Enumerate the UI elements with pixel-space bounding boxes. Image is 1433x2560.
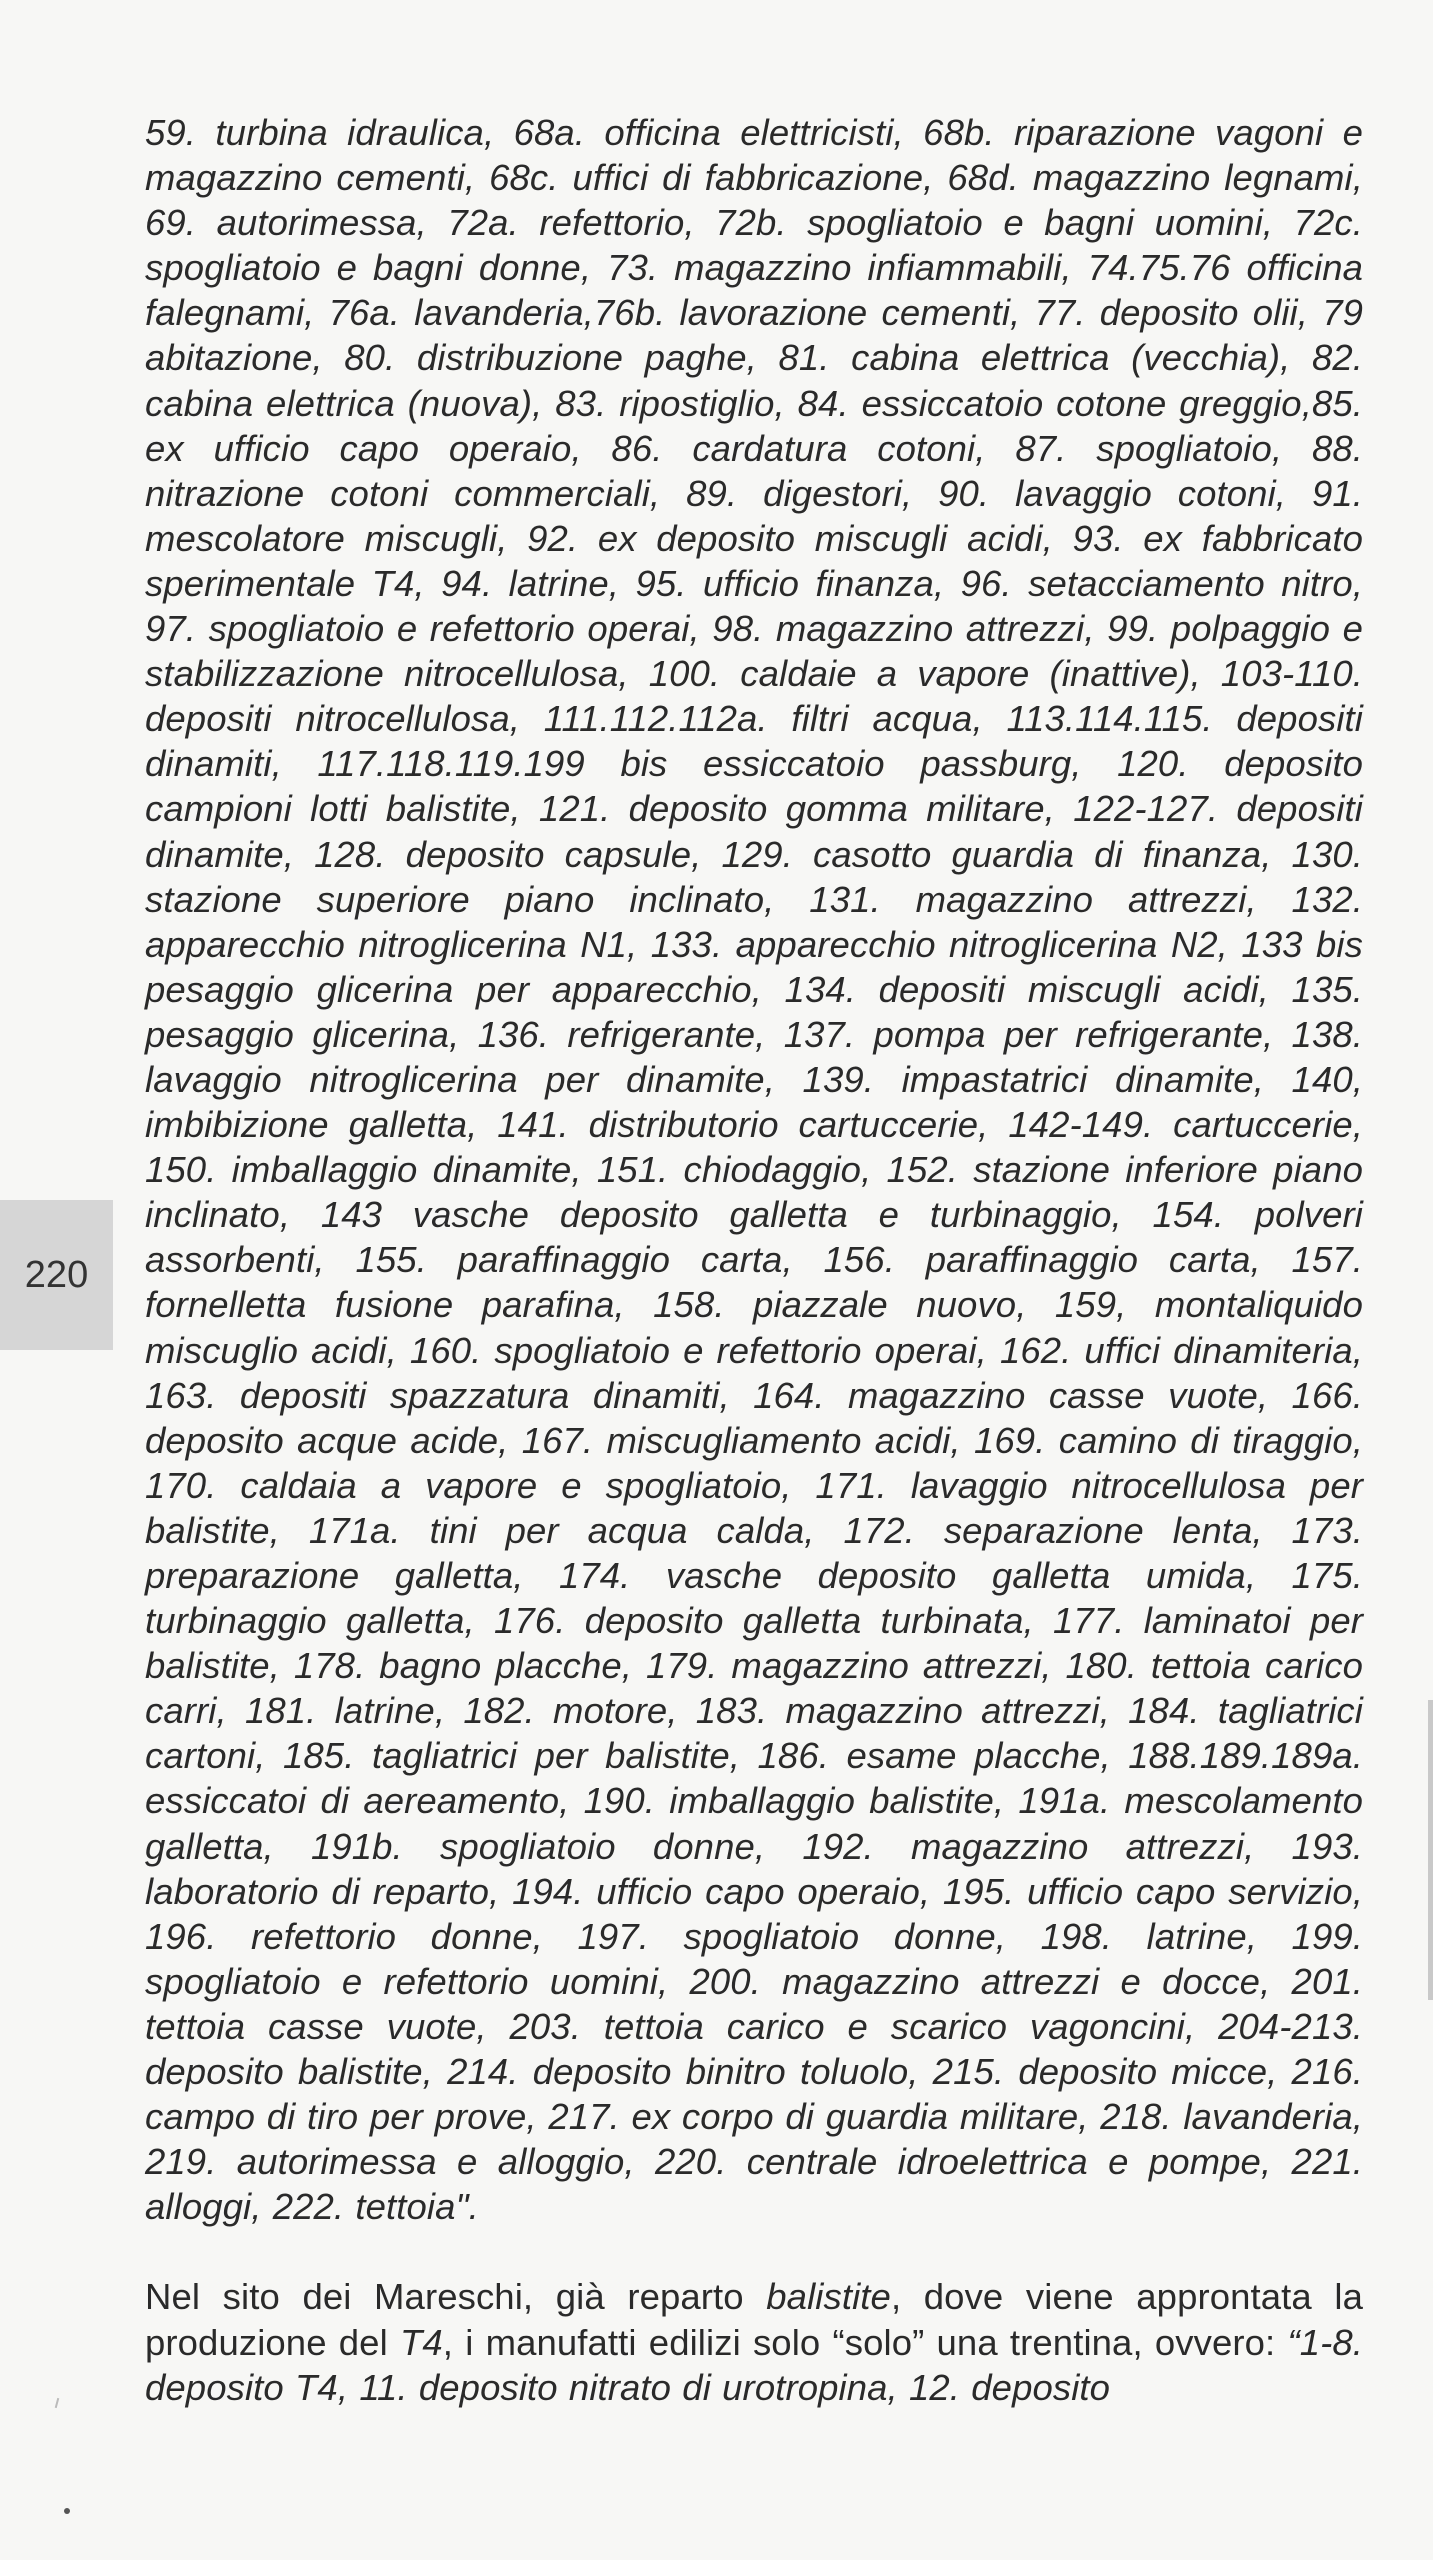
- scan-edge-mark: [1428, 1700, 1433, 2000]
- building-list-paragraph: 59. turbina idraulica, 68a. officina elettricisti, 68b. riparazione vagoni e magazzino cementi, 68c. uffici di fabbricazione, 68d. magazzino legnami, 69. autorimessa, 72a. refettorio, 72b. spogliatoio e bagni uomini, 72c. spogliatoio e bagni donne, 73. magazzino infiammabili, 74.75.76 officina falegnami, 76a. lavanderia,76b. lavorazione cementi, 77. deposito olii, 79 abitazione, 80. distribuzione paghe, 81. cabina elettrica (vecchia), 82. cabina elettrica (nuova), 83. ripostiglio, 84. essiccatoio cotone greggio,85. ex ufficio capo operaio, 86. cardatura cotoni, 87. spogliatoio, 88. nitrazione cotoni commerciali, 89. digestori, 90. lavaggio cotoni, 91. mescolatore miscugli, 92. ex deposito miscugli acidi, 93. ex fabbricato sperimentale T4, 94. latrine, 95. ufficio finanza, 96. setacciamento nitro, 97. spogliatoio e refettorio operai, 98. magazzino attrezzi, 99. polpaggio e stabilizzazione nitrocellulosa, 100. caldaie a vapore (inattive), 103-110. depositi nitrocellulosa, 111.112.112a. filtri acqua, 113.114.115. depositi dinamiti, 117.118.119.199 bis essiccatoio passburg, 120. deposito campioni lotti balistite, 121. deposito gomma militare, 122-127. depositi dinamite, 128. deposito capsule, 129. casotto guardia di finanza, 130. stazione superiore piano inclinato, 131. magazzino attrezzi, 132. apparecchio nitroglicerina N1, 133. apparecchio nitroglicerina N2, 133 bis pesaggio glicerina per apparecchio, 134. depositi miscugli acidi, 135. pesaggio glicerina, 136. refrigerante, 137. pompa per refrigerante, 138. lavaggio nitroglicerina per dinamite, 139. impastatrici dinamite, 140, imbibizione galletta, 141. distributorio cartuccerie, 142-149. cartuccerie, 150. imballaggio dinamite, 151. chiodaggio, 152. stazione inferiore piano inclinato, 143 vasche deposito galletta e turbinaggio, 154. polveri assorbenti, 155. paraffinaggio carta, 156. paraffinaggio carta, 157. fornelletta fusione parafina, 158. piazzale nuovo, 159, montaliquido miscuglio acidi, 160. spogliatoio e refettorio operai, 162. uffici dinamiteria, 163. depositi spazzatura dinamiti, 164. magazzino casse vuote, 166. deposito acque acide, 167. miscugliamento acidi, 169. camino di tiraggio, 170. caldaia a vapore e spogliatoio, 171. lavaggio nitrocellulosa per balistite, 171a. tini per acqua calda, 172. separazione lenta, 173. preparazione galletta, 174. vasche deposito galletta umida, 175. turbinaggio galletta, 176. deposito galletta turbinata, 177. laminatoi per balistite, 178. bagno placche, 179. magazzino attrezzi, 180. tettoia carico carri, 181. latrine, 182. motore, 183. magazzino attrezzi, 184. tagliatrici cartoni, 185. tagliatrici per balistite, 186. esame placche, 188.189.189a. essiccatoi di aereamento, 190. imballaggio balistite, 191a. mescolamento galletta, 191b. spogliatoio donne, 192. magazzino attrezzi, 193. laboratorio di reparto, 194. ufficio capo operaio, 195. ufficio capo servizio, 196. refettorio donne, 197. spogliatoio donne, 198. latrine, 199. spogliatoio e refettorio uomini, 200. magazzino attrezzi e docce, 201. tettoia casse vuote, 203. tettoia carico e scarico vagoncini, 204-213. deposito balistite, 214. deposito binitro toluolo, 215. deposito micce, 216. campo di tiro per prove, 217. ex corpo di guardia militare, 218. lavanderia, 219. autorimessa e alloggio, 220. centrale idroelettrica e pompe, 221. alloggi, 222. tettoia".: [145, 112, 1363, 2228]
- mareschi-text-2: , dove viene approntata la produzione del: [145, 2276, 1363, 2363]
- text-column: [145, 110, 1363, 2410]
- mareschi-italic-quote: “1-8. deposito T4, 11. deposito nitrato di urotropina, 12. deposito: [145, 2321, 1363, 2408]
- scan-speck-mark: [55, 2398, 60, 2408]
- mareschi-text-1: Nel sito dei Mareschi, già reparto: [145, 2276, 767, 2318]
- mareschi-italic-t4: T4: [399, 2321, 443, 2363]
- mareschi-text-3: , i manufatti edilizi solo “solo” una trentina, ovvero:: [442, 2321, 1288, 2363]
- mareschi-paragraph: [145, 2274, 1363, 2409]
- page-number: 220: [24, 1254, 89, 1296]
- scan-dot-mark: [64, 2508, 70, 2514]
- mareschi-italic-balistite: balistite: [766, 2276, 891, 2318]
